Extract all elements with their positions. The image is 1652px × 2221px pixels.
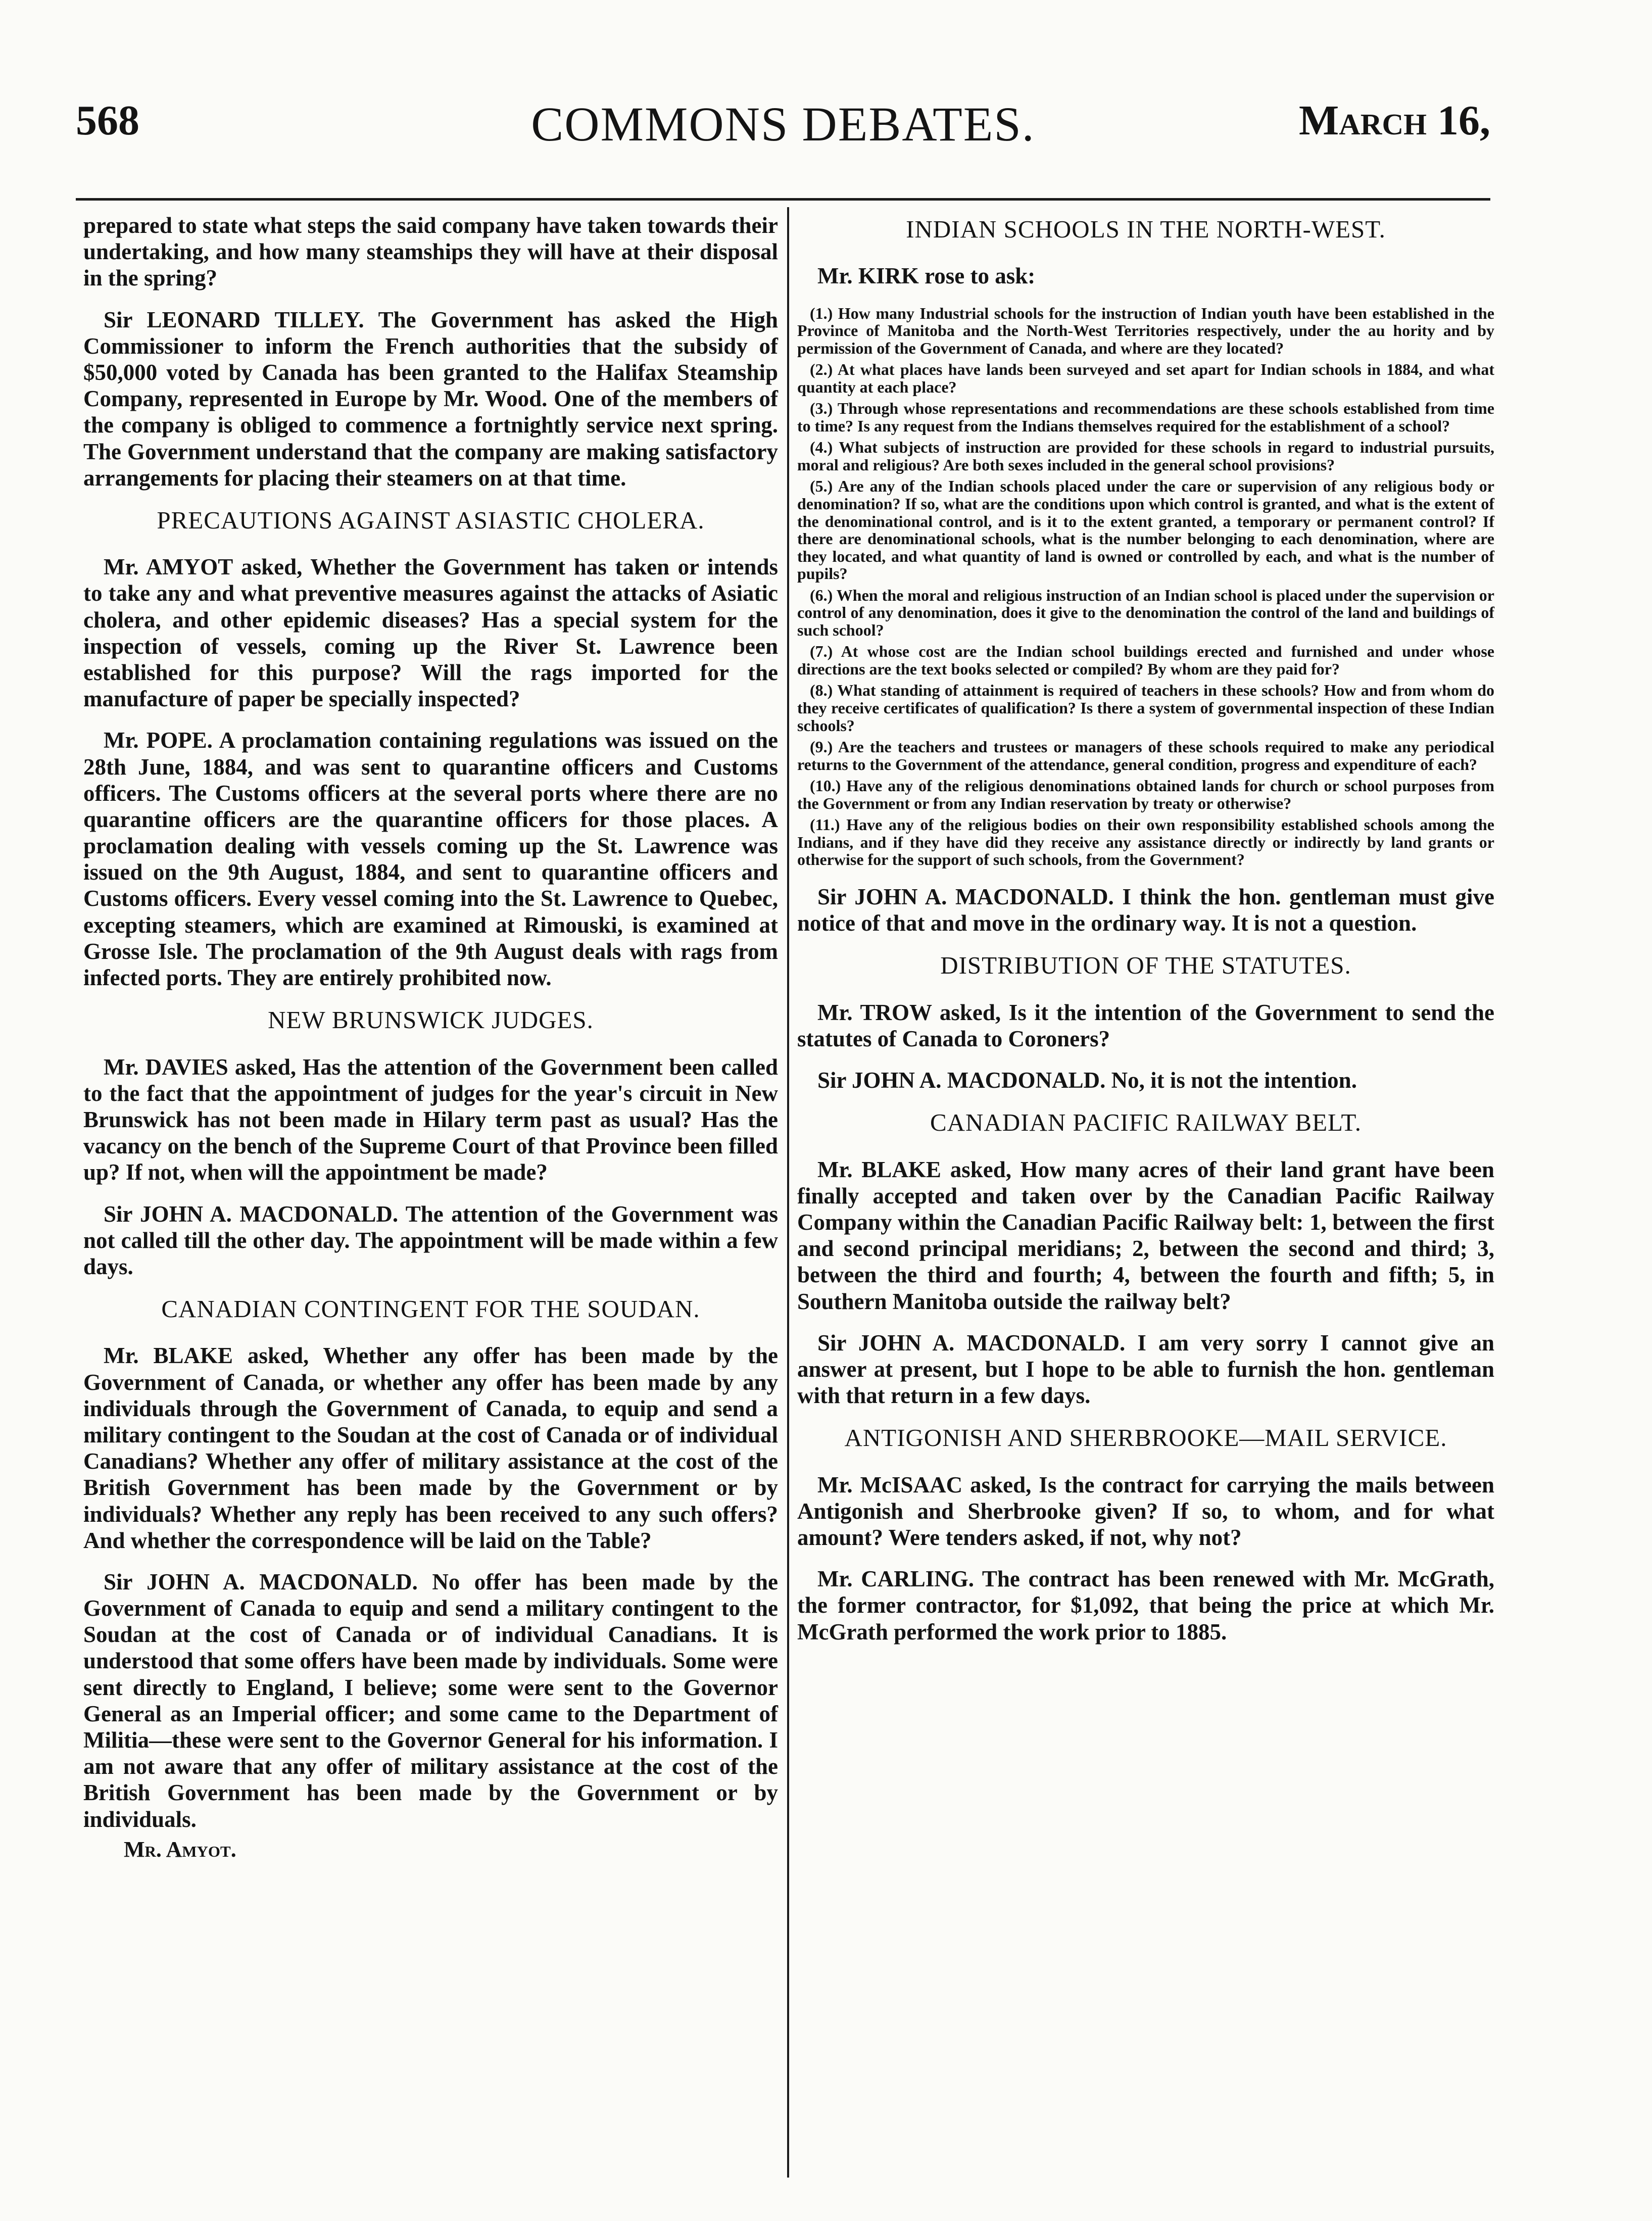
- paragraph: Mr. TROW asked, Is it the intention of the Government to send the statutes of Canada to Coroners?: [797, 999, 1494, 1051]
- paragraph: Sir JOHN A. MACDONALD. I think the hon. gentleman must give notice of that and move in the ordinary way. It is not a question.: [797, 884, 1494, 936]
- paragraph: Mr. DAVIES asked, Has the attention of the Government been called to the fact that the appointment of judges for the year's circuit in New Brunswick has not been made in Hilary term past as usual? Has the vacancy on the bench of the Supreme Court of that Province been filled up? If not, when will the appointment be made?: [83, 1054, 778, 1185]
- paragraph: Sir JOHN A. MACDONALD. No, it is not the intention.: [817, 1068, 1357, 1093]
- section-heading: CANADIAN CONTINGENT FOR THE SOUDAN.: [161, 1295, 700, 1323]
- question-item: (4.) What subjects of instruction are provided for these schools in regard to industrial pursuits, moral and religious? Are both sexes included in the general school provisions?: [797, 438, 1494, 474]
- section-heading: CANADIAN PACIFIC RAILWAY BELT.: [930, 1108, 1362, 1137]
- section-heading: ANTIGONISH AND SHERBROOKE—MAIL SERVICE.: [844, 1424, 1447, 1452]
- section-heading: DISTRIBUTION OF THE STATUTES.: [940, 951, 1351, 980]
- continuation-speaker: Mr. Amyot.: [124, 1837, 236, 1862]
- question-item: (7.) At whose cost are the Indian school buildings erected and furnished and under whose directions are the text books selected or compiled? By whom are they paid for?: [797, 642, 1494, 678]
- right-column: [797, 212, 1494, 1660]
- paragraph: Mr. KIRK rose to ask:: [817, 263, 1036, 289]
- paragraph: prepared to state what steps the said company have taken towards their undertaking, and how many steamships they will have at their disposal in the spring?: [83, 213, 778, 291]
- left-column: [83, 212, 778, 1862]
- paragraph: Mr. McISAAC asked, Is the contract for carrying the mails between Antigonish and Sherbrooke given? If so, to whom, and for what amount? Were tenders asked, if not, why not?: [797, 1472, 1494, 1550]
- section-heading: NEW BRUNSWICK JUDGES.: [268, 1006, 594, 1034]
- section-heading: INDIAN SCHOOLS IN THE NORTH-WEST.: [906, 215, 1386, 243]
- question-item: (1.) How many Industrial schools for the instruction of Indian youth have been established in the Province of Manitoba and the North-West Territories respectively, under the au hority and by permission of the Government of Canada, and where are they located?: [797, 304, 1494, 357]
- question-item: (6.) When the moral and religious instruction of an Indian school is placed under the supervision or control of any denomination, does it give to the denomination the control of the land and buildings of such school?: [797, 586, 1494, 639]
- question-list: [797, 305, 1494, 868]
- question-item: (10.) Have any of the religious denominations obtained lands for church or school purposes from the Government or from any Indian reservation by treaty or otherwise?: [797, 777, 1494, 812]
- question-item: (9.) Are the teachers and trustees or managers of these schools required to make any periodical returns to the Government of the attendance, general condition, progress and expenditure of each?: [797, 738, 1494, 774]
- question-item: (3.) Through whose representations and recommendations are these schools established from time to time? Is any request from the Indians themselves required for the establishment of a school?: [797, 399, 1494, 435]
- paragraph: Mr. BLAKE asked, Whether any offer has been made by the Government of Canada, or whether any offer has been made by any individuals through the Government of Canada, to equip and send a military contingent to the Soudan at the cost of Canada or of individual Canadians? Whether any offer of military assistance at the cost of the British Government has been made by the Government or by individuals? Whether any reply has been received to any such offers? And whether the correspondence will be laid on the Table?: [83, 1343, 778, 1553]
- paragraph: Sir JOHN A. MACDONALD. No offer has been made by the Government of Canada to equip and send a military contingent to the Soudan at the cost of Canada or of individual Canadians. It is understood that some offers have been made by individuals. Some were sent directly to England, I believe; some were sent to the Governor General as an Imperial officer; and some came to the Department of Militia—these were sent to the Governor General for his information. I am not aware that any offer of military assistance at the cost of the British Government has been made by the Government or by individuals.: [83, 1569, 778, 1832]
- question-item: (8.) What standing of attainment is required of teachers in these schools? How and from whom do they receive certificates of qualification? Is there a system of governmental inspection of these Indian schools?: [797, 681, 1494, 735]
- paragraph: Mr. POPE. A proclamation containing regulations was issued on the 28th June, 1884, and was sent to quarantine officers and Customs officers. The Customs officers at the several ports where there are no quarantine officers are the quarantine officers for those places. A proclamation dealing with vessels coming up the St. Lawrence was issued on the 9th August, 1884, and sent to quarantine officers and Customs officers. Every vessel coming into the St. Lawrence to Quebec, excepting steamers, which are examined at Rimouski, is examined at Grosse Isle. The proclamation of the 9th August deals with rags from infected ports. They are entirely prohibited now.: [83, 728, 778, 991]
- page-number: 568: [76, 97, 139, 144]
- section-heading: PRECAUTIONS AGAINST ASIASTIC CHOLERA.: [157, 506, 705, 534]
- header-rule: [76, 198, 1490, 201]
- paragraph: Sir LEONARD TILLEY. The Government has asked the High Commissioner to inform the French authorities that the subsidy of $50,000 voted by Canada has been granted to the Halifax Steamship Company, represented in Europe by Mr. Wood. One of the members of the company is obliged to commence a fortnightly service next spring. The Government understand that the company are making satisfactory arrangements for placing their steamers on at that time.: [83, 307, 778, 491]
- paragraph: Sir JOHN A. MACDONALD. The attention of the Government was not called till the other day. The appointment will be made within a few days.: [83, 1201, 778, 1279]
- page-title: COMMONS DEBATES.: [531, 97, 1035, 151]
- question-item: (11.) Have any of the religious bodies on their own responsibility established schools among the Indians, and if they have did they receive any assistance directly or indirectly by land grants or otherwise for the support of such schools, from the Government?: [797, 815, 1494, 869]
- question-item: (5.) Are any of the Indian schools placed under the care or supervision of any religious body or denomination? If so, what are the conditions upon which control is granted, and what is the extent of the denominational control, and is it to the extent granted, a temporary or permanent control? If there are denominational schools, what is the number belonging to each denomination, where are they located, and what quantity of land is owned or controlled by each, and what is the number of pupils?: [797, 477, 1494, 583]
- page-header: [76, 96, 1490, 162]
- paragraph: Sir JOHN A. MACDONALD. I am very sorry I cannot give an answer at present, but I hope to be able to furnish the hon. gentleman with that return in a few days.: [797, 1330, 1494, 1409]
- paragraph: Mr. BLAKE asked, How many acres of their land grant have been finally accepted and taken over by the Canadian Pacific Railway Company within the Canadian Pacific Railway belt: 1, between the first and second principal meridians; 2, between the second and third; 3, between the third and fourth; 4, between the fourth and fifth; 5, in Southern Manitoba outside the railway belt?: [797, 1156, 1494, 1314]
- paragraph: Mr. AMYOT asked, Whether the Government has taken or intends to take any and what preventive measures against the attacks of Asiatic cholera, and other epidemic diseases? Has a special system for the inspection of vessels, coming up the River St. Lawrence been established for this purpose? Will the rags imported for the manufacture of paper be specially inspected?: [83, 554, 778, 712]
- column-divider: [787, 207, 789, 2178]
- paragraph: Mr. CARLING. The contract has been renewed with Mr. McGrath, the former contractor, for $1,092, that being the price at which Mr. McGrath performed the work prior to 1885.: [797, 1566, 1494, 1645]
- question-item: (2.) At what places have lands been surveyed and set apart for Indian schools in 1884, and what quantity at each place?: [797, 360, 1494, 396]
- page-date: March 16,: [1299, 97, 1490, 144]
